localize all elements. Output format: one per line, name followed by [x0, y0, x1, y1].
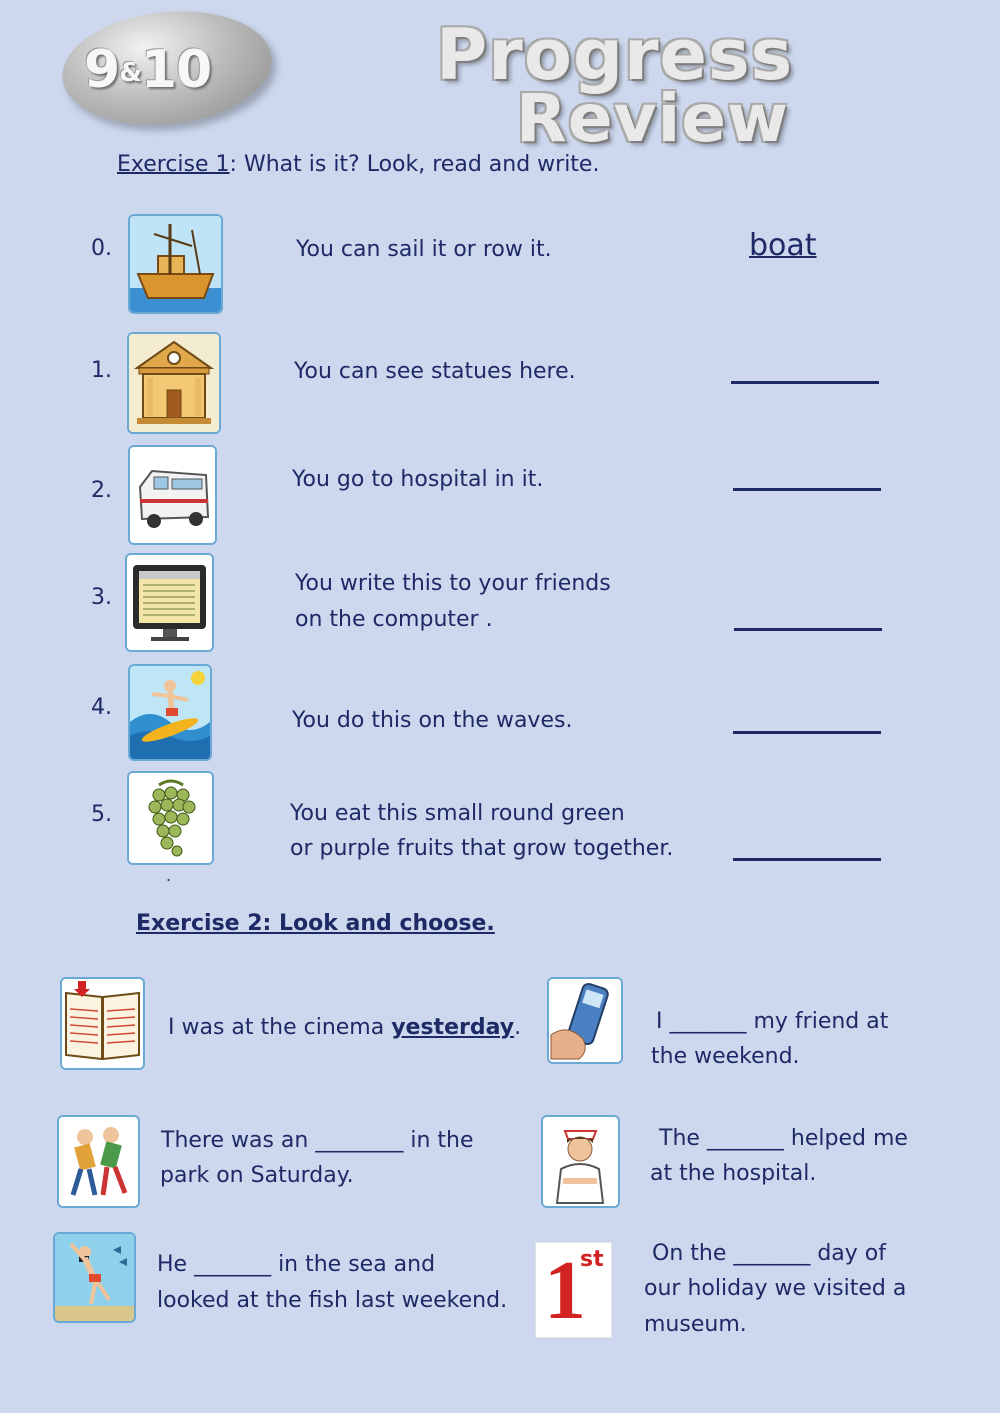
- clue-sentence: You do this on the waves.: [292, 708, 573, 733]
- phone-call-icon: [547, 977, 623, 1064]
- sentence-hospital: The _______ helped me: [659, 1126, 908, 1151]
- badge-number-9: 9: [84, 40, 120, 100]
- unit-badge-text: [84, 40, 211, 100]
- first-suffix: st: [580, 1247, 604, 1272]
- sentence-park-cont: park on Saturday.: [160, 1163, 354, 1188]
- highlighted-answer: yesterday: [391, 1015, 515, 1040]
- nurse-icon: [541, 1115, 620, 1208]
- answer-blank[interactable]: [733, 488, 881, 491]
- exercise2-heading: Exercise 2: Look and choose.: [136, 911, 495, 936]
- clue-sentence: You eat this small round green: [290, 801, 625, 826]
- sentence-park: There was an ________ in the: [161, 1128, 474, 1153]
- sentence-holiday: On the _______ day of: [652, 1241, 887, 1266]
- sentence-sea: He _______ in the sea and: [157, 1252, 436, 1277]
- computer-email-icon: [125, 553, 214, 652]
- boat-icon: [128, 214, 223, 314]
- item-number: 2.: [91, 478, 112, 503]
- item-number: 1.: [91, 358, 112, 383]
- diary-yesterday-icon: [60, 977, 145, 1070]
- clue-sentence: or purple fruits that grow together.: [290, 836, 674, 861]
- ambulance-icon: [128, 445, 217, 545]
- answer-blank[interactable]: [733, 731, 881, 734]
- exercise1-instruction: : What is it? Look, read and write.: [229, 152, 600, 177]
- diver-icon: [53, 1232, 136, 1323]
- title-progress: Progress: [436, 14, 794, 96]
- example-answer: boat: [749, 228, 817, 263]
- sentence-cinema: [168, 1010, 521, 1045]
- exercise1-label: Exercise 1: [117, 152, 230, 177]
- sentence-hospital-cont: at the hospital.: [650, 1161, 817, 1186]
- accident-icon: [57, 1115, 140, 1208]
- surfer-icon: [128, 664, 212, 761]
- first-numeral: 1: [544, 1244, 586, 1337]
- item-number: 0.: [91, 236, 112, 261]
- sentence-cinema-after: .: [514, 1015, 522, 1040]
- sentence-holiday-end: museum.: [644, 1312, 747, 1337]
- stray-dot: .: [166, 866, 172, 885]
- item-number: 5.: [91, 802, 112, 827]
- item-number: 3.: [91, 585, 112, 610]
- grapes-icon: [127, 771, 214, 865]
- museum-icon: [127, 332, 221, 434]
- sentence-sea-cont: looked at the fish last weekend.: [157, 1288, 508, 1313]
- clue-sentence: on the computer .: [295, 607, 493, 632]
- exercise1-heading: [117, 152, 599, 177]
- sentence-friend: I _______ my friend at: [656, 1009, 889, 1034]
- title-review: Review: [516, 80, 789, 157]
- clue-sentence: You can see statues here.: [294, 359, 576, 384]
- sentence-friend-cont: the weekend.: [651, 1044, 800, 1069]
- answer-blank[interactable]: [733, 858, 881, 861]
- sentence-holiday-cont: our holiday we visited a: [644, 1276, 907, 1301]
- answer-blank[interactable]: [734, 628, 882, 631]
- clue-sentence: You go to hospital in it.: [292, 467, 544, 492]
- clue-sentence: You write this to your friends: [295, 571, 611, 596]
- sentence-cinema-before: I was at the cinema: [168, 1015, 392, 1040]
- first-icon: [535, 1242, 612, 1338]
- item-number: 4.: [91, 695, 112, 720]
- badge-ampersand: &: [119, 58, 141, 88]
- answer-blank[interactable]: [731, 381, 879, 384]
- clue-sentence: You can sail it or row it.: [296, 237, 552, 262]
- badge-number-10: 10: [140, 40, 212, 100]
